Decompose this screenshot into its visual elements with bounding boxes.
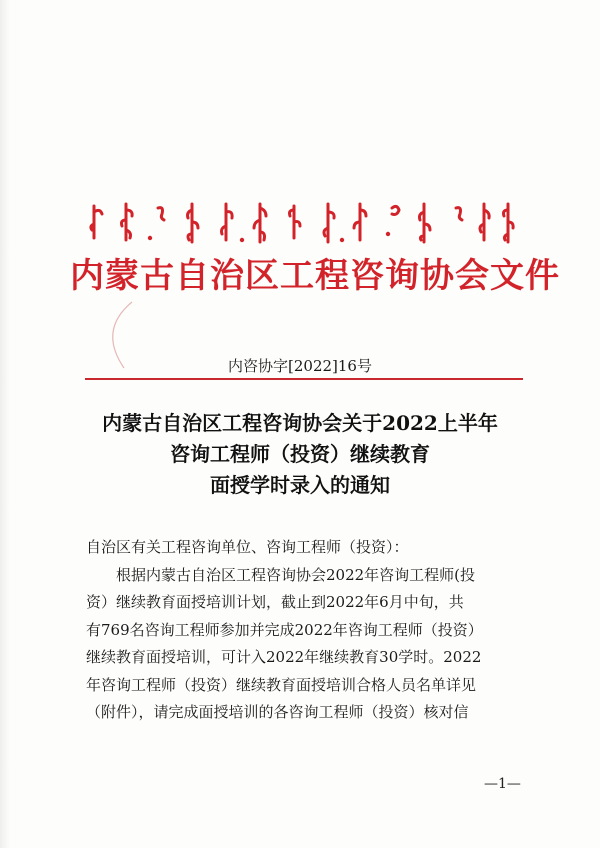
document-number: 内咨协字[2022]16号	[228, 357, 372, 375]
title-line: 面授学时录入的通知	[210, 473, 390, 497]
mongolian-script-header	[88, 198, 516, 248]
title-line: 咨询工程师（投资）继续教育	[170, 442, 430, 466]
body-line: 继续教育面授培训，可计入2022年继续教育30学时。2022	[86, 648, 482, 666]
body-line: 根据内蒙古自治区工程咨询协会2022年咨询工程师(投	[116, 565, 476, 584]
issuer-header-title: 内蒙古自治区工程咨询协会文件	[70, 256, 560, 296]
body-line: 年咨询工程师（投资）继续教育面授培训合格人员名单详见	[86, 675, 477, 694]
notice-body	[86, 534, 522, 727]
scan-edge-shadow	[0, 0, 10, 848]
body-line: （附件），请完成面授培训的各咨询工程师（投资）核对信	[86, 703, 469, 721]
page-number: —1—	[484, 776, 521, 792]
salutation: 自治区有关工程咨询单位、咨询工程师（投资）：	[86, 538, 409, 556]
notice-title	[70, 408, 530, 501]
title-line: 内蒙古自治区工程咨询协会关于2022上半年	[102, 411, 498, 435]
body-line: 有769名咨询工程师参加并完成2022年咨询工程师（投资）	[86, 620, 483, 639]
body-line: 资）继续教育面授培训计划，截止到2022年6月中旬，共	[86, 593, 464, 611]
red-divider-line	[85, 378, 523, 380]
